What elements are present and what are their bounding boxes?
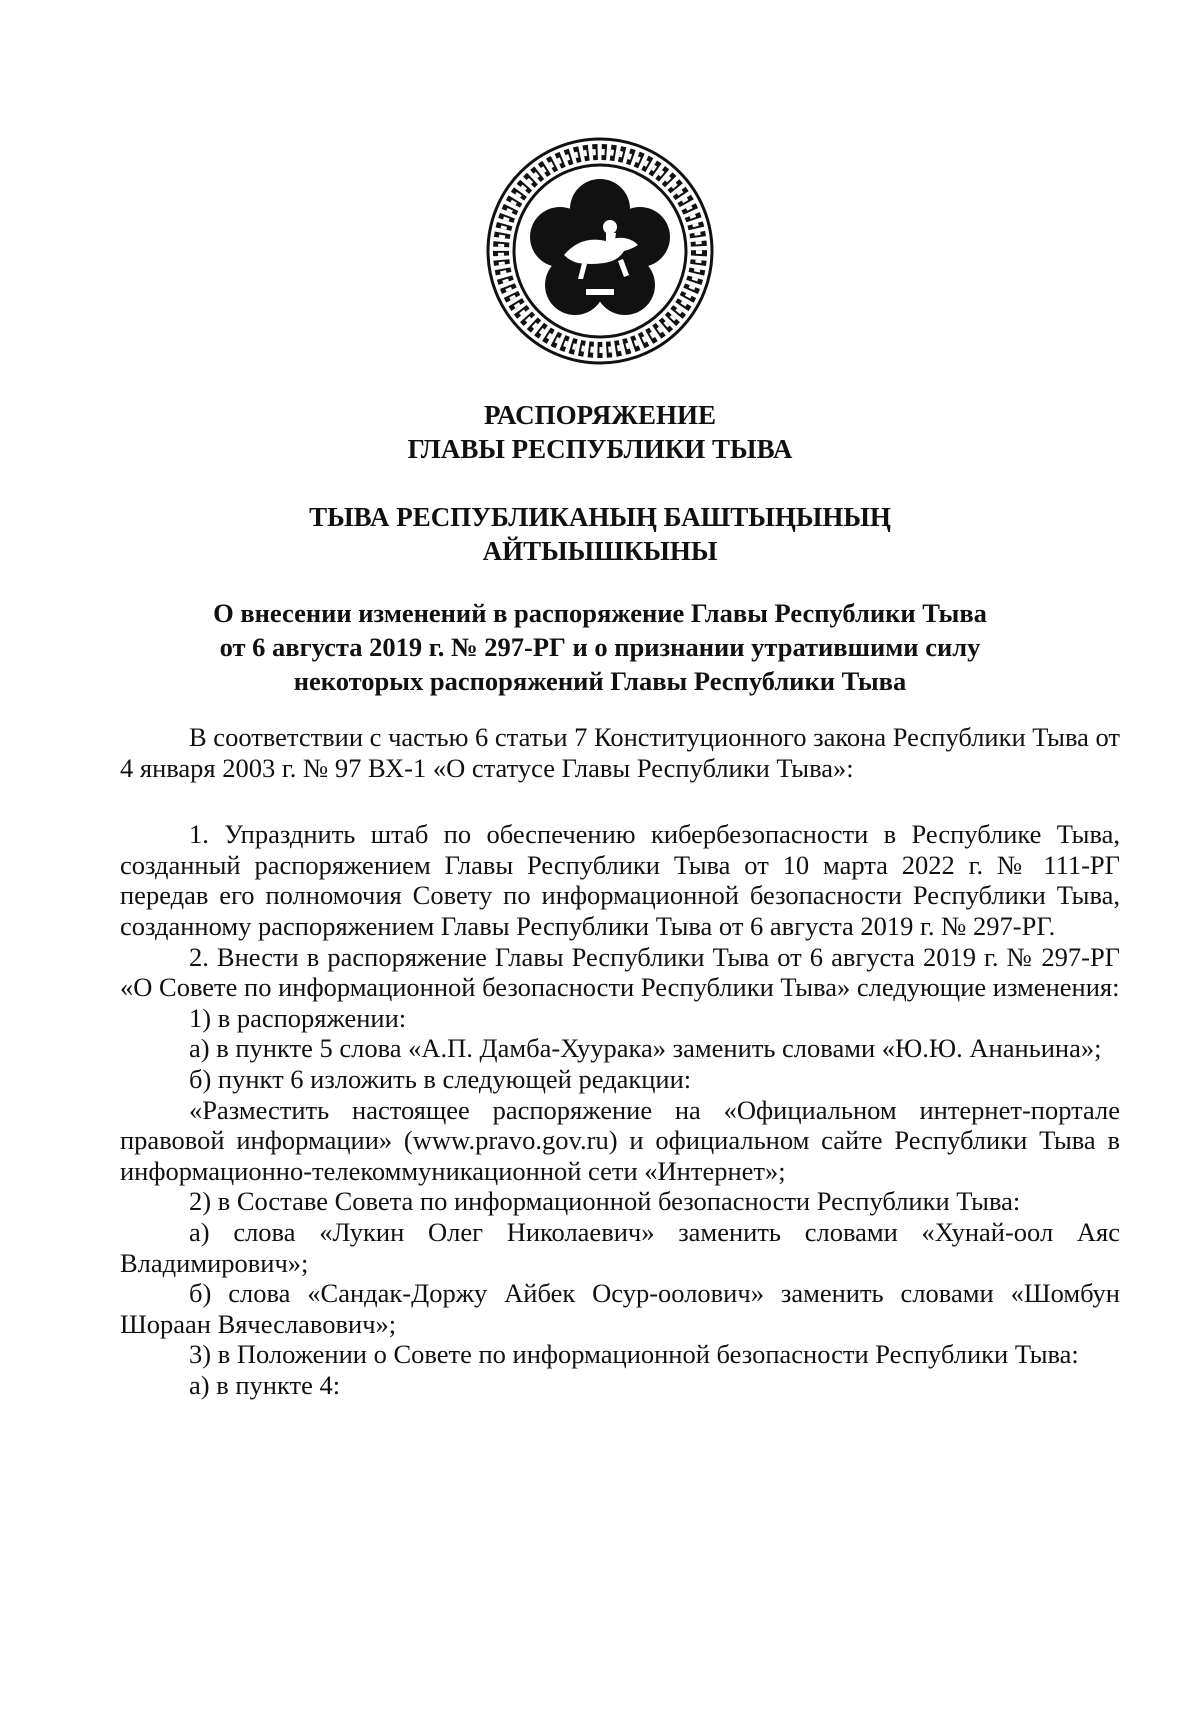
paragraph-subitem-2a: а) слова «Лукин Олег Николаевич» заменить словами «Хунай-оол Аяс Владимирович»;	[120, 1216, 1120, 1278]
paragraph-quote: «Разместить настоящее распоряжение на «Официальном интернет-портале правовой информации» (www.pravo.gov.ru) и официальном сайте Республики Тыва в информационно-телекоммуникационной сети «Интернет»;	[120, 1094, 1120, 1186]
paragraph-subitem-1b: б) пункт 6 изложить в следующей редакции:	[189, 1063, 692, 1094]
document-subject	[160, 596, 1040, 698]
paragraph-subitem-1: 1) в распоряжении:	[189, 1002, 407, 1033]
paragraph-subitem-3a: а) в пункте 4:	[189, 1369, 341, 1400]
paragraph-item-2: 2. Внести в распоряжение Главы Республики Тыва от 6 августа 2019 г. № 297-РГ «О Совете по информационной безопасности Республики Тыва» следующие изменения:	[120, 941, 1120, 1003]
paragraph-item-1: 1. Упразднить штаб по обеспечению кибербезопасности в Республике Тыва, созданный распоряжением Главы Республики Тыва от 10 марта 2022 г. № 111-РГ передав его полномочия Совету по информационной безопасности Республики Тыва, созданному распоряжением Главы Республики Тыва от 6 августа 2019 г. № 297-РГ.	[120, 819, 1120, 941]
subject-line-1: О внесении изменений в распоряжение Главы Республики Тыва	[213, 598, 987, 628]
paragraph-subitem-1a: а) в пункте 5 слова «А.П. Дамба-Хуурака» заменить словами «Ю.Ю. Ананьина»;	[189, 1033, 1102, 1064]
paragraph-preamble: В соответствии с частью 6 статьи 7 Конституционного закона Республики Тыва от 4 января 2003 г. № 97 ВХ-1 «О статусе Главы Республики Тыва»:	[120, 722, 1120, 783]
tuvan-title-line-2: АЙТЫЫШКЫНЫ	[482, 536, 718, 566]
coat-of-arms-emblem	[486, 137, 714, 365]
subject-line-3: некоторых распоряжений Главы Республики Тыва	[293, 666, 907, 696]
title-line-1: РАСПОРЯЖЕНИЕ	[483, 400, 717, 430]
title-line-2: ГЛАВЫ РЕСПУБЛИКИ ТЫВА	[407, 434, 793, 464]
document-title	[160, 398, 1040, 466]
paragraph-subitem-2: 2) в Составе Совета по информационной безопасности Республики Тыва:	[189, 1186, 1021, 1217]
tuvan-title-line-1: ТЫВА РЕСПУБЛИКАНЫҢ БАШТЫҢЫНЫҢ	[309, 502, 891, 532]
document-body	[120, 722, 1120, 1400]
paragraph-subitem-2b: б) слова «Сандак-Доржу Айбек Осур-оолович» заменить словами «Шомбун Шораан Вячеславович»;	[120, 1278, 1120, 1339]
document-title-tuvan	[160, 500, 1040, 568]
subject-line-2: от 6 августа 2019 г. № 297-РГ и о признании утратившими силу	[219, 632, 981, 662]
paragraph-subitem-3: 3) в Положении о Совете по информационной безопасности Республики Тыва:	[189, 1339, 1079, 1370]
